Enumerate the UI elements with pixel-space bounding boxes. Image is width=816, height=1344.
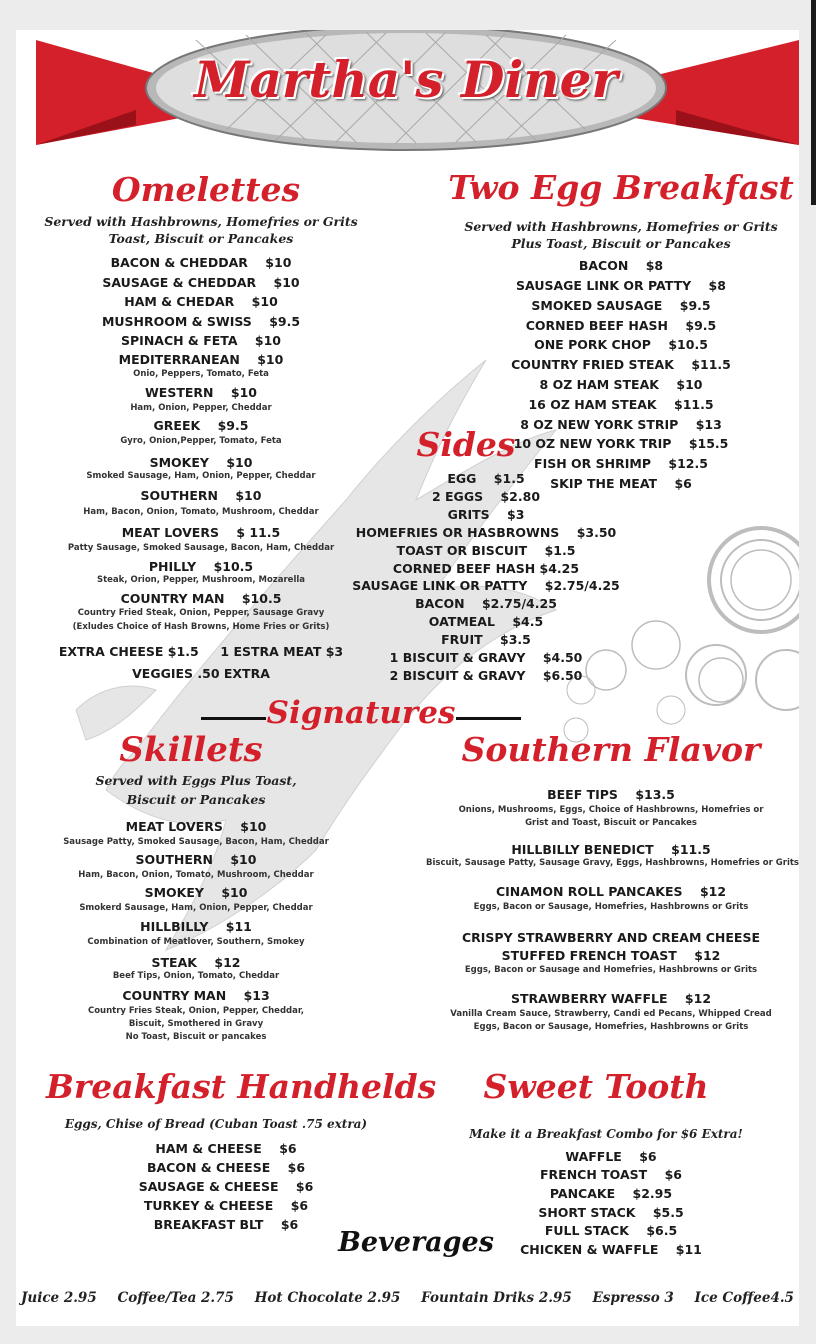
southern-item-desc: Vanilla Cream Sauce, Strawberry, Candi ed Pecans, Whipped Cread: [450, 1009, 772, 1019]
handheld-item: HAM & CHEESE $6: [155, 1141, 297, 1156]
two-egg-item: 16 OZ HAM STEAK $11.5: [528, 397, 714, 412]
handheld-item: BREAKFAST BLT $6: [153, 1217, 299, 1232]
skillets-subtitle-2: Biscuit or Pancakes: [126, 792, 266, 807]
skillets-heading: Skillets: [119, 730, 263, 770]
two-egg-item: BACON $8: [578, 258, 664, 273]
omelettes-subtitle-2: Toast, Biscuit or Pancakes: [108, 231, 294, 246]
skillet-item-desc: Sausage Patty, Smoked Sausage, Bacon, Ham, Cheddar: [63, 837, 329, 847]
skillets-subtitle-1: Served with Eggs Plus Toast,: [95, 773, 297, 788]
skillet-item-desc: Ham, Bacon, Onion, Tomato, Mushroom, Cheddar: [78, 870, 314, 880]
two-egg-heading: Two Egg Breakfast: [448, 168, 794, 207]
handhelds-subtitle: Eggs, Chise of Bread (Cuban Toast .75 extra): [64, 1117, 368, 1131]
beverages-heading: Beverages: [338, 1227, 494, 1258]
sides-heading: Sides: [416, 425, 516, 464]
menu-page: [16, 30, 799, 1326]
side-item: FRUIT $3.5: [441, 632, 531, 647]
omelettes-subtitle-1: Served with Hashbrowns, Homefries or Grits: [44, 214, 358, 229]
southern-item-desc: Biscuit, Sausage Patty, Sausage Gravy, Eggs, Hashbrowns, Homefries or Grits: [426, 858, 799, 868]
beverages-list: [21, 1290, 794, 1306]
side-item: 1 BISCUIT & GRAVY $4.50: [389, 650, 583, 665]
two-egg-item: SKIP THE MEAT $6: [550, 476, 692, 491]
beverage-item: Ice Coffee4.5: [694, 1290, 794, 1306]
two-egg-item: ONE PORK CHOP $10.5: [534, 337, 708, 352]
omelette-item: SPINACH & FETA $10: [121, 333, 281, 348]
skillet-item-desc: Country Fries Steak, Onion, Pepper, Cheddar,: [87, 1006, 305, 1016]
southern-item: CINAMON ROLL PANCAKES $12: [495, 884, 727, 899]
side-item: GRITS $3: [447, 507, 525, 522]
omelette-item-desc: Ham, Bacon, Onion, Tomato, Mushroom, Cheddar: [83, 507, 319, 517]
omelette-item-desc: Gyro, Onion,Pepper, Tomato, Feta: [120, 436, 282, 446]
two-egg-item: SAUSAGE LINK OR PATTY $8: [516, 278, 726, 293]
side-item: CORNED BEEF HASH $4.25: [392, 561, 580, 576]
signatures-heading: Signatures: [266, 695, 456, 731]
diner-title: Martha's Diner: [194, 50, 618, 109]
southern-item: CRISPY STRAWBERRY AND CREAM CHEESE: [461, 930, 761, 945]
sweet-item: CHICKEN & WAFFLE $11: [520, 1242, 702, 1257]
omelette-item: MEAT LOVERS $ 11.5: [121, 525, 281, 540]
handheld-item: BACON & CHEESE $6: [146, 1160, 306, 1175]
skillet-item-desc: Beef Tips, Onion, Tomato, Cheddar: [112, 971, 280, 981]
skillet-item-desc: No Toast, Biscuit or pancakes: [125, 1032, 267, 1042]
side-item: 2 BISCUIT & GRAVY $6.50: [389, 668, 583, 683]
side-item: OATMEAL $4.5: [428, 614, 544, 629]
two-egg-item: 8 OZ NEW YORK STRIP $13: [520, 417, 722, 432]
omelette-item: BACON & CHEDDAR $10: [110, 255, 292, 270]
two-egg-item: CORNED BEEF HASH $9.5: [525, 318, 717, 333]
omelette-item: MUSHROOM & SWISS $9.5: [101, 314, 301, 329]
side-item: SAUSAGE LINK OR PATTY $2.75/4.25: [352, 578, 620, 593]
sweet-item: WAFFLE $6: [565, 1149, 657, 1164]
beverage-item: Juice 2.95: [21, 1290, 97, 1306]
omelette-item-desc: Steak, Orion, Pepper, Mushroom, Mozarella: [96, 575, 306, 585]
omelette-item-desc: Onio, Peppers, Tomato, Feta: [133, 369, 269, 379]
edge-bar: [811, 0, 816, 205]
side-item: 2 EGGS $2.80: [431, 489, 541, 504]
side-item: TOAST OR BISCUIT $1.5: [396, 543, 576, 558]
skillet-item: MEAT LOVERS $10: [125, 819, 267, 834]
beverage-item: Coffee/Tea 2.75: [117, 1290, 234, 1306]
two-egg-item: COUNTRY FRIED STEAK $11.5: [511, 357, 731, 372]
side-item: EGG $1.5: [447, 471, 525, 486]
sweet-tooth-subtitle: Make it a Breakfast Combo for $6 Extra!: [469, 1127, 743, 1141]
skillet-item: SMOKEY $10: [144, 885, 248, 900]
omelette-item: MEDITERRANEAN $10: [118, 352, 284, 367]
sweet-item: FULL STACK $6.5: [544, 1223, 678, 1238]
sweet-item: FRENCH TOAST $6: [540, 1167, 682, 1182]
omelettes-heading: Omelettes: [111, 170, 301, 209]
skillet-item: STEAK $12: [151, 955, 241, 970]
omelette-extra: EXTRA CHEESE $1.5 1 ESTRA MEAT $3: [58, 644, 344, 659]
omelette-item: WESTERN $10: [145, 385, 257, 400]
omelette-item-desc: (Exludes Choice of Hash Browns, Home Fries or Grits): [72, 622, 330, 632]
sweet-tooth-heading: Sweet Tooth: [483, 1067, 709, 1106]
southern-item: HILLBILLY BENEDICT $11.5: [511, 842, 711, 857]
omelette-item-desc: Patty Sausage, Smoked Sausage, Bacon, Ham, Cheddar: [67, 543, 335, 553]
southern-item: STRAWBERRY WAFFLE $12: [510, 991, 712, 1006]
omelette-item: COUNTRY MAN $10.5: [120, 591, 282, 606]
skillet-item-desc: Combination of Meatlover, Southern, Smokey: [87, 937, 305, 947]
omelette-item: SAUSAGE & CHEDDAR $10: [102, 275, 300, 290]
southern-item: BEEF TIPS $13.5: [547, 787, 675, 802]
omelette-item: GREEK $9.5: [153, 418, 249, 433]
southern-item-desc: Onions, Mushrooms, Eggs, Choice of Hashbrowns, Homefries or: [458, 805, 764, 815]
sweet-item: SHORT STACK $5.5: [538, 1205, 684, 1220]
two-egg-item: FISH OR SHRIMP $12.5: [534, 456, 708, 471]
omelette-item-desc: Country Fried Steak, Onion, Pepper, Sausage Gravy: [77, 608, 325, 618]
omelette-item: PHILLY $10.5: [148, 559, 254, 574]
signatures-rule-right: [456, 717, 521, 720]
side-item: BACON $2.75/4.25: [415, 596, 557, 611]
omelette-item: SOUTHERN $10: [140, 488, 262, 503]
beverage-item: Hot Chocolate 2.95: [254, 1290, 401, 1306]
omelette-item-desc: Ham, Onion, Pepper, Cheddar: [130, 403, 272, 413]
side-item: HOMEFRIES OR HASBROWNS $3.50: [355, 525, 617, 540]
omelette-item: SMOKEY $10: [149, 455, 253, 470]
skillet-item: COUNTRY MAN $13: [122, 988, 270, 1003]
southern-item-desc: Eggs, Bacon or Sausage, Homefries, Hashbrowns or Grits: [473, 1022, 749, 1032]
southern-flavor-heading: Southern Flavor: [461, 730, 761, 769]
omelette-item: HAM & CHEDAR $10: [124, 294, 278, 309]
southern-item-desc: Eggs, Bacon or Sausage, Homefries, Hashbrowns or Grits: [473, 902, 749, 912]
beverage-item: Fountain Driks 2.95: [421, 1290, 572, 1306]
two-egg-subtitle-1: Served with Hashbrowns, Homefries or Grits: [464, 219, 778, 234]
skillet-item: HILLBILLY $11: [140, 919, 252, 934]
southern-item-desc: Eggs, Bacon or Sausage and Homefries, Hashbrowns or Grits: [464, 965, 758, 975]
skillet-item-desc: Smokerd Sausage, Ham, Onion, Pepper, Cheddar: [79, 903, 313, 913]
omelette-item-desc: Smoked Sausage, Ham, Onion, Pepper, Cheddar: [86, 471, 316, 481]
two-egg-item: 10 OZ NEW YORK TRIP $15.5: [513, 436, 729, 451]
two-egg-subtitle-2: Plus Toast, Biscuit or Pancakes: [511, 236, 731, 251]
skillet-item-desc: Biscuit, Smothered in Gravy: [128, 1019, 264, 1029]
omelette-extra: VEGGIES .50 EXTRA: [132, 666, 270, 681]
skillet-item: SOUTHERN $10: [135, 852, 257, 867]
handheld-item: SAUSAGE & CHEESE $6: [138, 1179, 314, 1194]
signatures-rule-left: [201, 717, 266, 720]
two-egg-item: 8 OZ HAM STEAK $10: [539, 377, 703, 392]
handhelds-heading: Breakfast Handhelds: [46, 1067, 437, 1106]
southern-item: STUFFED FRENCH TOAST $12: [501, 948, 721, 963]
handheld-item: TURKEY & CHEESE $6: [143, 1198, 309, 1213]
southern-item-desc: Grist and Toast, Biscuit or Pancakes: [525, 818, 697, 828]
beverage-item: Espresso 3: [592, 1290, 674, 1306]
sweet-item: PANCAKE $2.95: [549, 1186, 673, 1201]
two-egg-item: SMOKED SAUSAGE $9.5: [531, 298, 711, 313]
